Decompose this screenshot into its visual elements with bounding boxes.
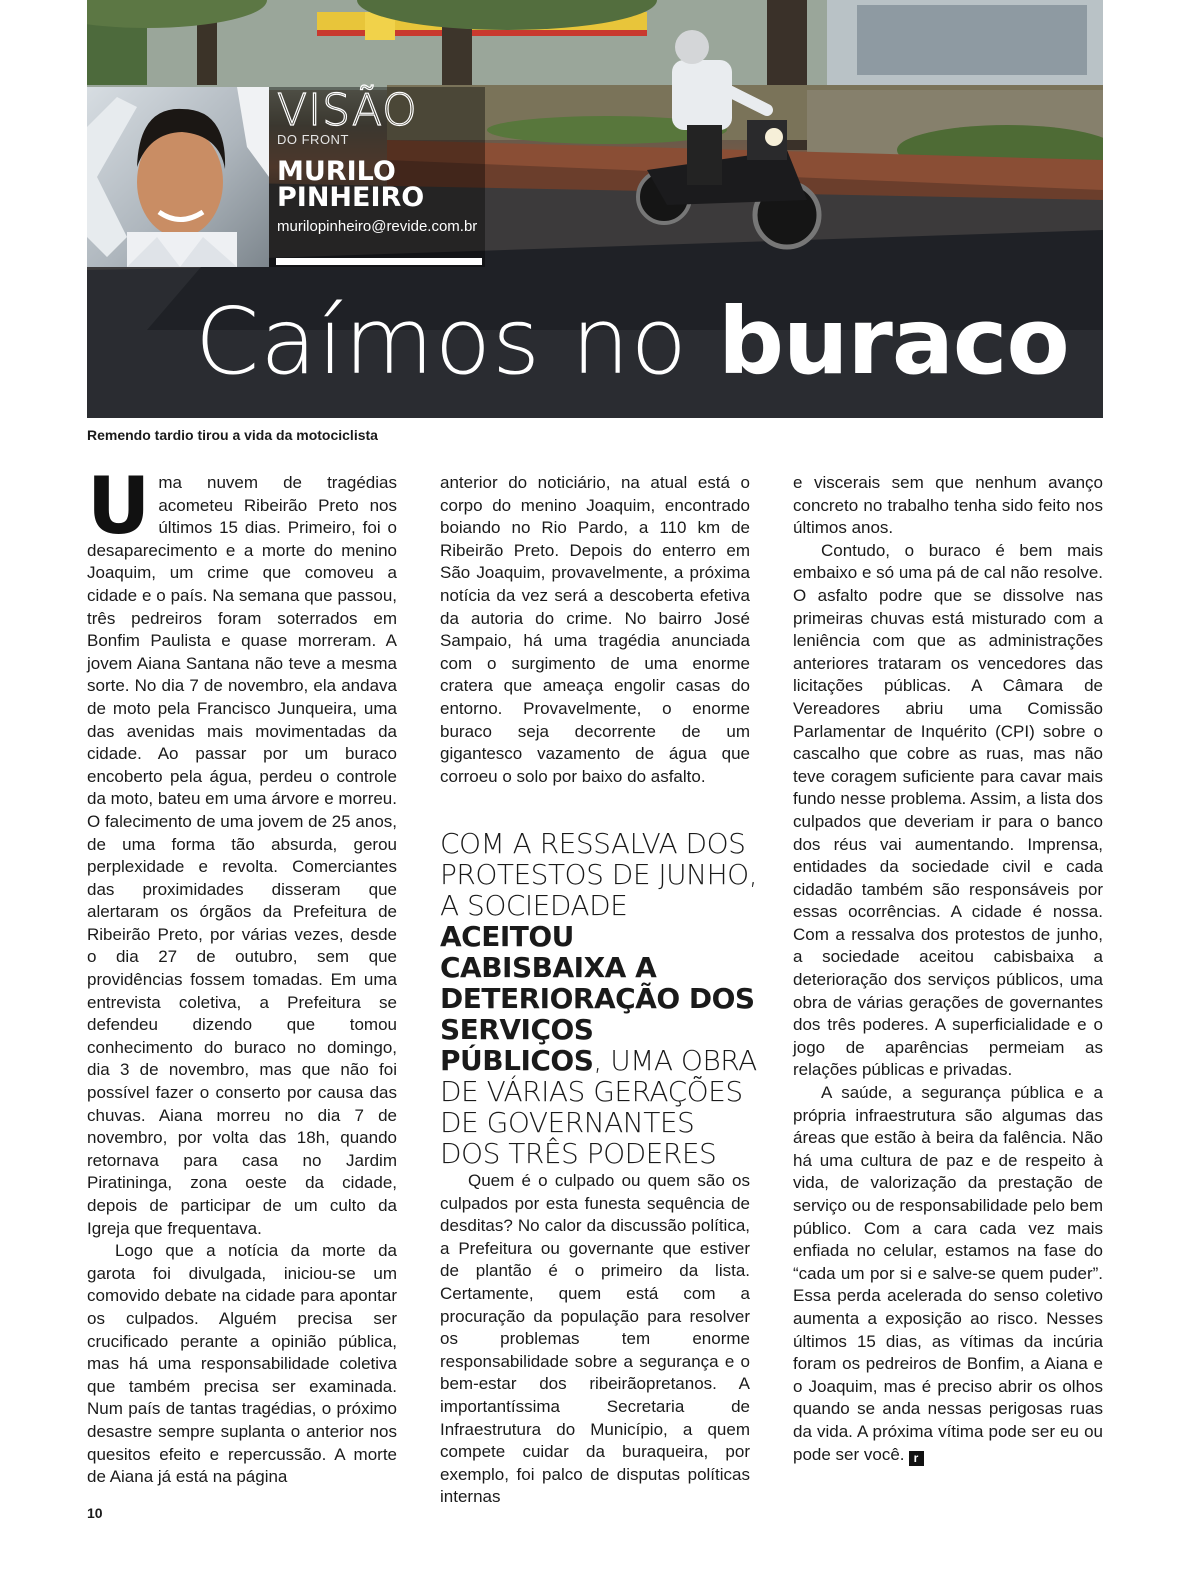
column-3 xyxy=(793,472,1103,1466)
headline-bold: buraco xyxy=(718,288,1069,395)
byline-panel xyxy=(269,87,485,267)
author-email[interactable]: murilopinheiro@revide.com.br xyxy=(277,218,478,235)
pull-quote xyxy=(440,828,760,1169)
headline xyxy=(195,288,1069,395)
paragraph: e viscerais sem que nenhum avanço concreto no trabalho tenha sido feito nos últimos anos. xyxy=(793,473,1103,538)
column-1 xyxy=(87,462,397,1489)
photo-caption: Remendo tardio tirou a vida da motociclista xyxy=(87,427,378,443)
author-portrait xyxy=(87,87,269,267)
end-mark-icon: r xyxy=(909,1451,924,1466)
paragraph xyxy=(793,1082,1103,1466)
pull-quote-tail: , UMA OBRA DE VÁRIAS GERAÇÕES DE GOVERNANTES DOS TRÊS PODERES xyxy=(440,1044,757,1170)
author-photo-illustration xyxy=(87,87,269,267)
section-title: VISÃO xyxy=(277,85,418,136)
column-2-continued xyxy=(440,1170,750,1509)
paragraph xyxy=(87,462,397,1240)
section-subtitle: DO FRONT xyxy=(277,132,349,147)
byline-divider xyxy=(276,258,482,265)
column-2 xyxy=(440,472,750,788)
drop-cap: U xyxy=(87,462,151,552)
page-number: 10 xyxy=(87,1505,103,1521)
paragraph-text: ma nuvem de tragédias acometeu Ribeirão Preto nos últimos 15 dias. Primeiro, foi o desaparecimento e a morte do menino Joaquim, um crime que comoveu a cidade e o país. Na semana que passou, três pedreiros foram soterrados em Bonfim Paulista e quase morreram. A jovem Aiana Santana não teve a mesma sorte. No dia 7 de novembro, ela andava de moto pela Francisco Junqueira, uma das avenidas mais movimentadas da cidade. Ao passar por um buraco encoberto pela água, perdeu o controle da moto, bateu em uma árvore e morreu. O falecimento de uma jovem de 25 anos, de uma forma tão absurda, gerou perplexidade e revolta. Comerciantes das proximidades disseram que alertaram os órgãos da Prefeitura de Ribeirão Preto, por várias vezes, desde o dia 27 de outubro, sem que providências fossem tomadas. Em uma entrevista coletiva, a Prefeitura se defendeu dizendo que tomou conhecimento do buraco no domingo, dia 3 de novembro, mas que não foi possível fazer o conserto por causa das chuvas. Aiana morreu no dia 7 de novembro, por volta das 18h, quando retornava para casa no Jardim Piratininga, zona oeste da cidade, depois de participar de um culto da Igreja que frequentava. xyxy=(87,473,397,1238)
paragraph: Logo que a notícia da morte da garota foi divulgada, iniciou-se um comovido debate na cidade para apontar os culpados. Alguém precisa ser crucificado perante a opinião pública, mas há uma responsabilidade coletiva que também precisa ser examinada. Num país de tantas tragédias, o próximo desastre sempre suplanta o anterior nos quesitos efeito e repercussão. A morte de Aiana já está na página xyxy=(87,1241,397,1487)
author-name: MURILO PINHEIRO xyxy=(277,156,425,213)
paragraph: Contudo, o buraco é bem mais embaixo e só uma pá de cal não resolve. O asfalto podre que se dissolve nas primeiras chuvas está misturado com a leniência com que as administrações anteriores trataram os vencedores das licitações públicas. A Câmara de Vereadores abriu uma Comissão Parlamentar de Inquérito (CPI) sobre o cascalho que cobre as ruas, mas não teve coragem suficiente para cavar mais fundo nesse problema. Assim, a lista dos culpados que deveriam ir para o banco dos réus vai aumentando. Imprensa, entidades da sociedade civil e cada cidadão também são responsáveis por essas ocorrências. A cidade é nossa. Com a ressalva dos protestos de junho, a sociedade aceitou cabisbaixa a deterioração dos serviços públicos, uma obra de várias gerações de governantes dos três poderes. A superficialidade e o jogo de aparências permeiam as relações públicas e privadas. xyxy=(793,540,1103,1080)
paragraph: Quem é o culpado ou quem são os culpados por esta funesta sequência de desditas? No calor da discussão política, a Prefeitura ou governante que estiver de plantão é o primeiro da lista. Certamente, quem está com a procuração da população para resolver os problemas tem enorme responsabilidade sobre a segurança e o bem-estar dos ribeirãopretanos. A importantíssima Secretaria de Infraestrutura do Município, a quem compete cuidar da buraqueira, por exemplo, foi palco de disputas políticas internas xyxy=(440,1171,750,1507)
headline-light: Caímos no xyxy=(195,288,719,395)
paragraph-text: A saúde, a segurança pública e a própria infraestrutura são algumas das áreas que estão à beira da falência. Não há uma cultura de paz e de respeito à vida, de valorização da prestação de serviço ou de responsabilidade pelo bem público. Com a cara cada vez mais enfiada no celular, estamos na fase do “cada um por si e salve-se quem puder”. Essa perda acelerada do senso coletivo aumenta a exposição ao risco. Nesses últimos 15 dias, as vítimas da incúria foram os pedreiros de Bonfim, a Aiana e o Joaquim, mas é preciso abrir os olhos quando se anda nessas perigosas ruas da vida. A próxima vítima pode ser eu ou pode ser você. xyxy=(793,1083,1103,1464)
hero-photo xyxy=(87,0,1103,418)
pull-quote-lead: COM A RESSALVA DOS PROTESTOS DE JUNHO, A SOCIEDADE xyxy=(440,827,758,922)
paragraph: anterior do noticiário, na atual está o corpo do menino Joaquim, encontrado boiando no Rio Pardo, a 110 km de Ribeirão Preto. Depois do enterro em São Joaquim, provavelmente, a próxima notícia da vez será a descoberta efetiva da autoria do crime. No bairro José Sampaio, há uma tragédia anunciada com o surgimento de uma enorme cratera que ameaça engolir casas do entorno. Provavelmente, o enorme buraco seja decorrente de um gigantesco vazamento de água que corroeu o solo por baixo do asfalto. xyxy=(440,473,750,786)
pull-quote-emphasis: ACEITOU CABISBAIXA A DETERIORAÇÃO DOS SERVIÇOS PÚBLICOS xyxy=(440,920,755,1077)
